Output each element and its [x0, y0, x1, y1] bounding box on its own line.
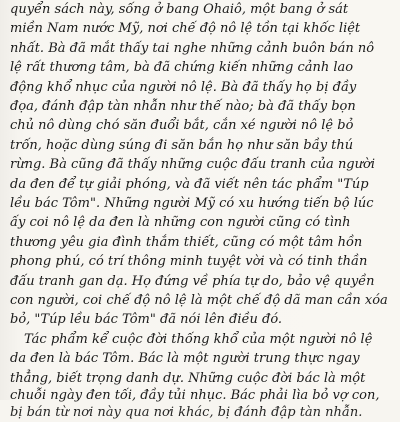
text-line: trốn, hoặc dùng súng đi săn bắn họ như săn bầy thú	[10, 137, 354, 153]
text-line: chủ nô dùng chó săn đuổi bắt, cắn xé người nô lệ bỏ	[10, 118, 354, 134]
text-line: thẳng, biết trọng danh dự. Những cuộc đời bác là một	[10, 370, 366, 386]
text-line: chuỗi ngày đen tối, đầy tủi nhục. Bác phải lìa bỏ vợ con,	[10, 388, 380, 403]
text-line: phong phú, có trí thông minh tuyệt vời và có tinh thần	[10, 254, 368, 270]
text-line: bỏ, "Túp lều bác Tôm" đã nói lên điều đó.	[10, 312, 283, 328]
text-line: lệ rất thương tâm, bà đã chứng kiến những cảnh lao	[10, 60, 354, 76]
text-line: đấu tranh gan dạ. Họ đứng về phía tự do, bảo vệ quyền	[10, 273, 375, 289]
text-line: nhất. Bà đã mắt thấy tai nghe những cảnh buôn bán nô	[10, 40, 375, 56]
text-line: da đen để tự giải phóng, và đã viết nên tác phẩm "Túp	[10, 176, 369, 192]
text-line: miền Nam nước Mỹ, nơi chế độ nô lệ tồn tại khốc liệt	[10, 21, 361, 37]
text-line: thương yêu gia đình thắm thiết, cũng có một tâm hồn	[10, 234, 363, 250]
text-line: lều bác Tôm". Những người Mỹ có xu hướng tiến bộ lúc	[10, 196, 374, 211]
text-line: quyển sách này, sống ở bang Ohaiô, một bang ở sát	[10, 2, 349, 17]
text-line: rừng. Bà cũng đã thấy những cuộc đấu tranh của người	[10, 157, 375, 173]
text-line: động khổ nhục của người nô lệ. Bà đã thấy họ bị đầy	[10, 79, 357, 95]
text-line: con người, coi chế độ nô lệ là một chế độ dã man cần xóa	[10, 293, 388, 308]
text-line: da đen là bác Tôm. Bác là một người trung thực ngay	[10, 351, 360, 367]
text-line: đọa, đánh đập tàn nhẫn như thế nào; bà đã thấy bọn	[10, 99, 356, 114]
text-line: ấy coi nô lệ da đen là những con người cũng có tình	[10, 215, 351, 231]
text-line: bị bán từ nơi này qua nơi khác, bị đánh đập tàn nhẫn.	[10, 405, 363, 420]
paragraph-first-line: Tác phẩm kể cuộc đời thống khổ của một người nô lệ	[24, 331, 373, 347]
